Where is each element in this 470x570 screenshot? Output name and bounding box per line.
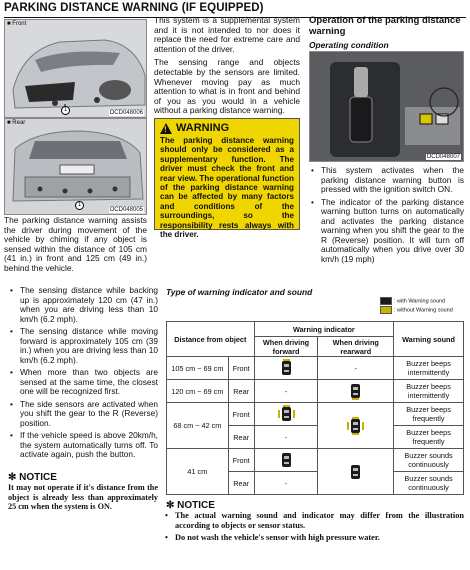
legend-black-swatch xyxy=(380,297,392,305)
sound-cell: Buzzer sounds continuously xyxy=(394,449,464,472)
position-cell: Front xyxy=(228,403,254,426)
rear-photo-code: OCD048005 xyxy=(109,207,143,213)
rear-sensor-photo xyxy=(4,118,147,215)
car-rear-sides-indicator-icon xyxy=(351,419,360,433)
warning-heading: ! WARNING xyxy=(160,122,294,134)
position-cell: Front xyxy=(228,357,254,380)
table-row xyxy=(167,380,464,403)
legend-without-sound: : without Warning sound xyxy=(380,306,453,315)
position-cell: Rear xyxy=(228,472,254,495)
rearward-indicator-cell xyxy=(318,380,394,403)
sensing-bullets xyxy=(8,286,158,463)
front-car-illustration xyxy=(5,20,147,118)
page-title: PARKING DISTANCE WARNING (IF EQUIPPED) xyxy=(4,2,264,14)
warning-indicator-table xyxy=(166,321,464,495)
notice-asterisk-icon: ✻ xyxy=(166,500,178,511)
sensing-bullet: • The sensing distance while backing up is approximately 120 cm (47 in.) when you are driving less than 10 km/h (6.2 mph). xyxy=(20,286,158,324)
sound-cell: Buzzer beeps frequently xyxy=(394,426,464,449)
col-distance-header: Distance from object xyxy=(167,322,255,357)
notice-asterisk-icon: ✻ xyxy=(8,472,20,483)
rear-photo-label: ■ Rear xyxy=(7,120,26,126)
warning-body: The parking distance warning should only be considered as a supplementary function. The driver must check the front and rear view. The operational function of the parking distance warning can be affected by many factors and conditions of the surroundings, so the responsibility rests always with the driver. xyxy=(160,136,294,240)
distance-cell: 105 cm ~ 69 cm xyxy=(167,357,229,380)
rearward-indicator-cell: - xyxy=(318,357,394,380)
table-section-heading: Type of warning indicator and sound xyxy=(166,287,313,297)
notice-right xyxy=(166,500,464,546)
forward-indicator-cell: - xyxy=(254,380,318,403)
position-cell: Rear xyxy=(228,380,254,403)
col-rearward-header: When driving rearward xyxy=(318,337,394,357)
legend xyxy=(380,297,453,316)
operation-bullet: • The indicator of the parking distance warning button turns on automatically and activates the parking distance warning when you shift the gear to the R (Reverse) position. It will turn off automatically when you drive over 30 km/h (19 mph) xyxy=(321,198,464,265)
operation-bullet: • This system activates when the parking distance warning button is pressed with the ignition switch ON. xyxy=(321,166,464,195)
position-cell: Front xyxy=(228,449,254,472)
callout-1-rear: 1 xyxy=(75,201,84,210)
col-sound-header: Warning sound xyxy=(394,322,464,357)
sound-cell: Buzzer beeps intermittently xyxy=(394,380,464,403)
notice-body: It may not operate if it's distance from the object is already less than approximately 25 cm when the system is ON. xyxy=(8,483,158,511)
front-photo-code: OCD048006 xyxy=(109,110,143,116)
position-cell: Rear xyxy=(228,426,254,449)
legend-with-sound: : with Warning sound xyxy=(380,297,453,306)
warning-box xyxy=(154,118,300,240)
table-row xyxy=(167,403,464,426)
operating-condition-heading: Operating condition xyxy=(309,40,389,50)
operation-bullets xyxy=(309,166,464,267)
rearward-indicator-cell xyxy=(318,449,394,495)
notice-item: • The actual warning sound and indicator may differ from the illustration according to objects or sensor status. xyxy=(175,511,464,530)
notice-left xyxy=(8,472,158,512)
forward-indicator-cell: - xyxy=(254,426,318,449)
legend-yellow-swatch xyxy=(380,306,392,314)
col-forward-header: When driving forward xyxy=(254,337,318,357)
distance-cell: 68 cm ~ 42 cm xyxy=(167,403,229,449)
car-rear-indicator-icon xyxy=(351,384,360,398)
distance-cell: 120 cm ~ 69 cm xyxy=(167,380,229,403)
sound-cell: Buzzer beeps frequently xyxy=(394,403,464,426)
front-photo-label: ■ Front xyxy=(7,21,27,27)
table-row xyxy=(167,357,464,380)
rearward-indicator-cell xyxy=(318,403,394,449)
warning-triangle-icon: ! xyxy=(160,123,172,134)
sensing-bullet: • When more than two objects are sensed at the same time, the closest one will be recognized first. xyxy=(20,368,158,397)
intro-paragraphs xyxy=(154,16,300,120)
shifter-photo xyxy=(309,51,464,162)
forward-indicator-cell xyxy=(254,403,318,426)
table-row xyxy=(167,449,464,472)
sound-cell: Buzzer beeps intermittently xyxy=(394,357,464,380)
notice-item: • Do not wash the vehicle's sensor with high pressure water. xyxy=(175,533,464,543)
forward-indicator-cell xyxy=(254,449,318,472)
intro-caption: The parking distance warning assists the driver during movement of the vehicle by chiming if any object is sensed within the distance of 105 cm (41 in.) in front and 125 cm (49 in.) behind the vehicle. xyxy=(4,215,147,273)
notice-heading: ✻ NOTICE xyxy=(8,472,57,483)
sensing-bullet: • The side sensors are activated when you shift the gear to the R (Reverse) position. xyxy=(20,400,158,429)
rear-car-illustration xyxy=(5,119,147,215)
forward-indicator-cell: - xyxy=(254,472,318,495)
sensing-bullet: • The sensing distance while moving forward is approximately 105 cm (39 in.) when you are driving less than 10 km/h (6.2 mph). xyxy=(20,327,158,365)
intro-paragraph: This system is a supplemental system and it is not intended to nor does it replace the need for extreme care and attention of the driver. xyxy=(154,15,300,54)
sound-cell: Buzzer sounds continuously xyxy=(394,472,464,495)
car-front-indicator-icon xyxy=(282,361,291,375)
front-sensor-photo xyxy=(4,19,147,118)
car-front-sides-indicator-icon xyxy=(282,407,291,421)
col-indicator-header: Warning indicator xyxy=(254,322,393,337)
callout-1-front: 1 xyxy=(61,106,70,115)
car-front-close-indicator-icon xyxy=(282,453,291,467)
forward-indicator-cell xyxy=(254,357,318,380)
intro-paragraph: The sensing range and objects detectable by the sensors are limited. Whenever moving pay as much attention to what is in front and behind of you as you would in a vehicle without a parking distance warning. xyxy=(154,57,300,116)
distance-cell: 41 cm xyxy=(167,449,229,495)
gear-shifter-illustration xyxy=(310,52,464,162)
operation-heading: Operation of the parking distance warning xyxy=(309,15,461,37)
car-rear-close-indicator-icon xyxy=(351,465,360,479)
sensing-bullet: • If the vehicle speed is above 20km/h, the system automatically turns off. To activate again, push the button. xyxy=(20,431,158,460)
shifter-photo-code: OCD048007 xyxy=(426,154,460,160)
notice-heading: ✻ NOTICE xyxy=(166,500,215,511)
